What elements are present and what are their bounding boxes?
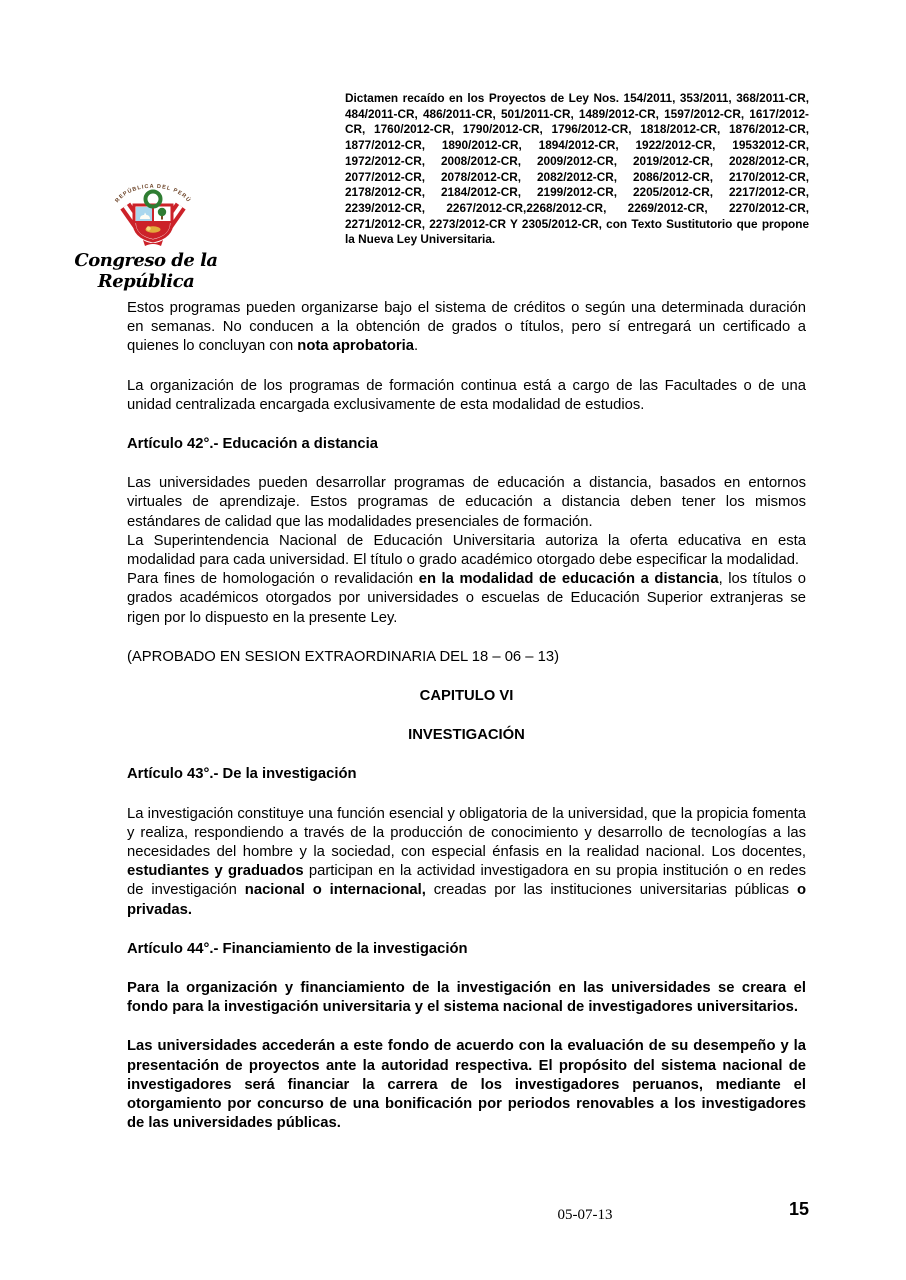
heading-articulo-42: Artículo 42°.- Educación a distancia	[127, 436, 378, 453]
paragraph-acceso-fondo: Las universidades accederán a este fondo de acuerdo con la evaluación de su desempeño y la presentación de proyectos ante la autoridad respectiva. El propósito del sistema nacional de investigadores será financiar la carrera de los investigadores peruanos, mediante el otorgamiento por concurso de una bonificación por periodos renovables a los investigadores de las universidades públicas.	[127, 1038, 806, 1132]
paragraph-aprobado-sesion: (APROBADO EN SESION EXTRAORDINARIA DEL 18 – 06 – 13)	[127, 648, 559, 665]
page-number: 15	[788, 1199, 809, 1219]
arc-text: REPÚBLICA DEL PERÚ	[114, 183, 192, 205]
footer-date: 05-07-13	[557, 1207, 613, 1223]
document-body	[127, 299, 806, 1154]
paragraph-fondo-investigacion: Para la organización y financiamiento de la investigación en las universidades se creara el fondo para la investigación universitaria y el sistema nacional de investigadores universitarios.	[127, 980, 806, 1016]
peru-coat-of-arms-logo	[103, 176, 203, 254]
paragraph-de-la-investigacion: La investigación constituye una función esencial y obligatoria de la universidad, que la propicia fomenta y realiza, respondiendo a través de la producción de conocimiento y desarrollo de tecnologías a las necesidades del hombre y la sociedad, con especial énfasis en la realidad nacional. Los docentes, estudiantes y graduados participan en la actividad investigadora en su propia institución o en redes de investigación nacional o internacional, creadas por las instituciones universitarias públicas o privadas.	[127, 805, 806, 918]
paragraph-homologacion: Para fines de homologación o revalidación en la modalidad de educación a distancia, los títulos o grados académicos otorgados por universidades o escuelas de Educación Superior extranjeras se rigen por lo dispuesto en la presente Ley.	[127, 571, 807, 626]
paragraph-superintendencia: La Superintendencia Nacional de Educación Universitaria autoriza la oferta educativa en esta modalidad para cada universidad. El título o grado académico otorgado debe especificar la modalidad.	[127, 532, 806, 569]
heading-articulo-44: Artículo 44°.- Financiamiento de la investigación	[127, 940, 468, 957]
paragraph-organizacion-formacion-continua: La organización de los programas de formación continua está a cargo de las Facultades o de una unidad centralizada encargada exclusivamente de esta modalidad de estudios.	[127, 377, 806, 413]
heading-capitulo-vi: CAPITULO VI	[419, 688, 514, 705]
paragraph-programas-creditos: Estos programas pueden organizarse bajo el sistema de créditos o según una determinada duración en semanas. No conducen a la obtención de grados o títulos, pero sí entregará un certificado a quienes lo concluyan con nota aprobatoria.	[127, 300, 806, 355]
cornucopia-icon	[146, 226, 161, 232]
heading-articulo-43: Artículo 43°.- De la investigación	[127, 766, 357, 783]
logo-caption: Congreso de la República	[74, 250, 218, 292]
shield	[134, 205, 172, 241]
dictamen-header-text: Dictamen recaído en los Proyectos de Ley Nos. 154/2011, 353/2011, 368/2011-CR, 484/2011-CR, 486/2011-CR, 501/2011-CR, 1489/2012-CR, 1597/2012-CR, 1617/2012-CR, 1760/2012-CR, 1790/2012-CR, 1796/2012-CR, 1818/2012-CR, 1876/2012-CR, 1877/2012-CR, 1890/2012-CR, 1894/2012-CR, 1922/2012-CR, 19532012-CR, 1972/2012-CR, 2008/2012-CR, 2009/2012-CR, 2019/2012-CR, 2028/2012-CR, 2077/2012-CR, 2078/2012-CR, 2082/2012-CR, 2086/2012-CR, 2170/2012-CR, 2178/2012-CR, 2184/2012-CR, 2199/2012-CR, 2205/2012-CR, 2217/2012-CR, 2239/2012-CR, 2267/2012-CR,2268/2012-CR, 2269/2012-CR, 2270/2012-CR, 2271/2012-CR, 2273/2012-CR Y 2305/2012-CR, con Texto Sustitutorio que propone la Nueva Ley Universitaria.	[345, 91, 809, 247]
heading-investigacion: INVESTIGACIÓN	[408, 727, 525, 744]
paragraph-educacion-distancia: Las universidades pueden desarrollar programas de educación a distancia, basados en entornos virtuales de aprendizaje. Estos programas de educación a distancia deben tener los mismos estándares de calidad que las modalidades presenciales de formación.	[127, 475, 806, 530]
